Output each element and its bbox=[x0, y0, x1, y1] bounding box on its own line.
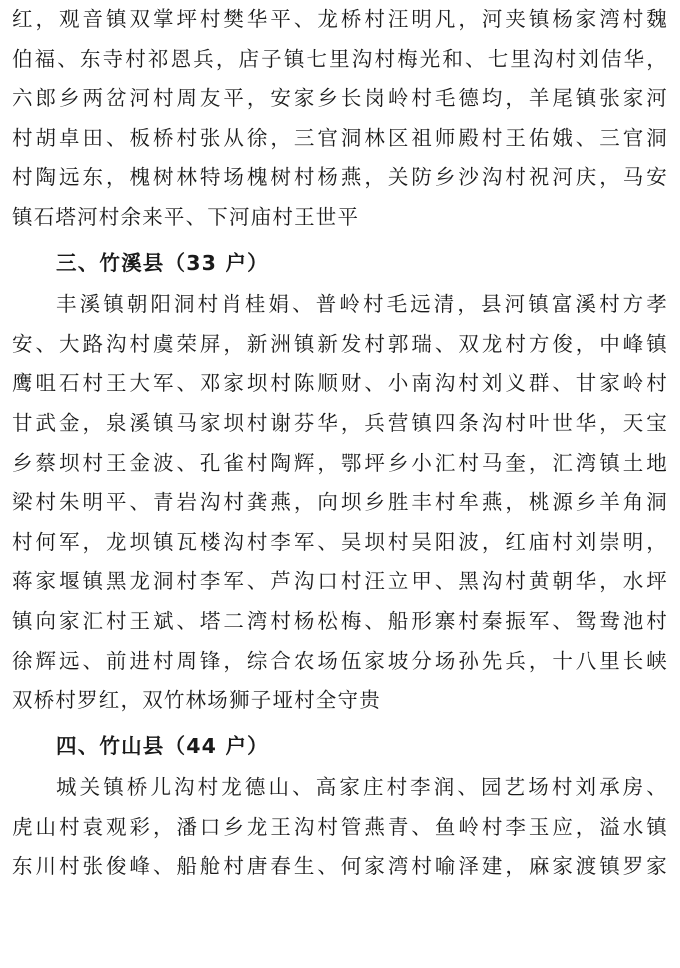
paragraph-line: 鹰咀石村王大军、邓家坝村陈顺财、小南沟村刘义群、甘家岭村 bbox=[12, 371, 668, 396]
paragraph-line: 虎山村袁观彩，潘口乡龙王沟村管燕青、鱼岭村李玉应，溢水镇 bbox=[12, 814, 668, 839]
paragraph-line: 村何军，龙坝镇瓦楼沟村李军、吴坝村吴阳波，红庙村刘崇明， bbox=[12, 529, 668, 554]
paragraph-line: 伯福、东寺村祁恩兵，店子镇七里沟村梅光和、七里沟村刘佶华， bbox=[12, 46, 668, 71]
paragraph-line: 丰溪镇朝阳洞村肖桂娟、普岭村毛远清，县河镇富溪村方孝 bbox=[56, 292, 668, 317]
paragraph-line: 梁村朱明平、青岩沟村龚燕，向坝乡胜丰村牟燕，桃源乡羊角洞 bbox=[12, 490, 668, 515]
paragraph-line: 安、大路沟村虞荣屏，新洲镇新发村郭瑞、双龙村方俊，中峰镇 bbox=[12, 331, 668, 356]
paragraph-line: 镇向家汇村王斌、塔二湾村杨松梅、船形寨村秦振军、鸳鸯池村 bbox=[12, 608, 668, 633]
paragraph-line: 东川村张俊峰、船舱村唐春生、何家湾村喻泽建，麻家渡镇罗家 bbox=[12, 854, 668, 879]
paragraph-line: 镇石塔河村余来平、下河庙村王世平 bbox=[12, 204, 360, 229]
paragraph-line: 红，观音镇双掌坪村樊华平、龙桥村汪明凡，河夹镇杨家湾村魏 bbox=[12, 7, 668, 31]
section-2-tail bbox=[12, 0, 668, 238]
paragraph-line: 蒋家堰镇黑龙洞村李军、芦沟口村汪立甲、黑沟村黄朝华，水坪 bbox=[12, 569, 668, 594]
section-3 bbox=[12, 244, 668, 721]
section-heading: 三、竹溪县（33 户） bbox=[56, 250, 269, 275]
section-heading: 四、竹山县（44 户） bbox=[56, 733, 269, 758]
paragraph-line: 六郎乡两岔河村周友平，安家乡长岗岭村毛德均，羊尾镇张家河 bbox=[12, 86, 668, 111]
section-4 bbox=[12, 727, 668, 887]
paragraph-line: 双桥村罗红，双竹林场狮子垭村全守贵 bbox=[12, 688, 381, 713]
paragraph-line: 徐辉远、前进村周锋，综合农场伍家坡分场孙先兵，十八里长峡 bbox=[12, 648, 668, 673]
paragraph-line: 村胡卓田、板桥村张从徐，三官洞林区祖师殿村王佑娥、三官洞 bbox=[12, 125, 668, 150]
paragraph-line: 城关镇桥儿沟村龙德山、高家庄村李润、园艺场村刘承房、 bbox=[56, 775, 668, 800]
paragraph-line: 乡蔡坝村王金波、孔雀村陶辉，鄂坪乡小汇村马奎，汇湾镇土地 bbox=[12, 450, 668, 475]
paragraph-line: 甘武金，泉溪镇马家坝村谢芬华，兵营镇四条沟村叶世华，天宝 bbox=[12, 410, 668, 435]
paragraph-line: 村陶远东，槐树林特场槐树村杨燕，关防乡沙沟村祝河庆，马安 bbox=[12, 165, 668, 190]
